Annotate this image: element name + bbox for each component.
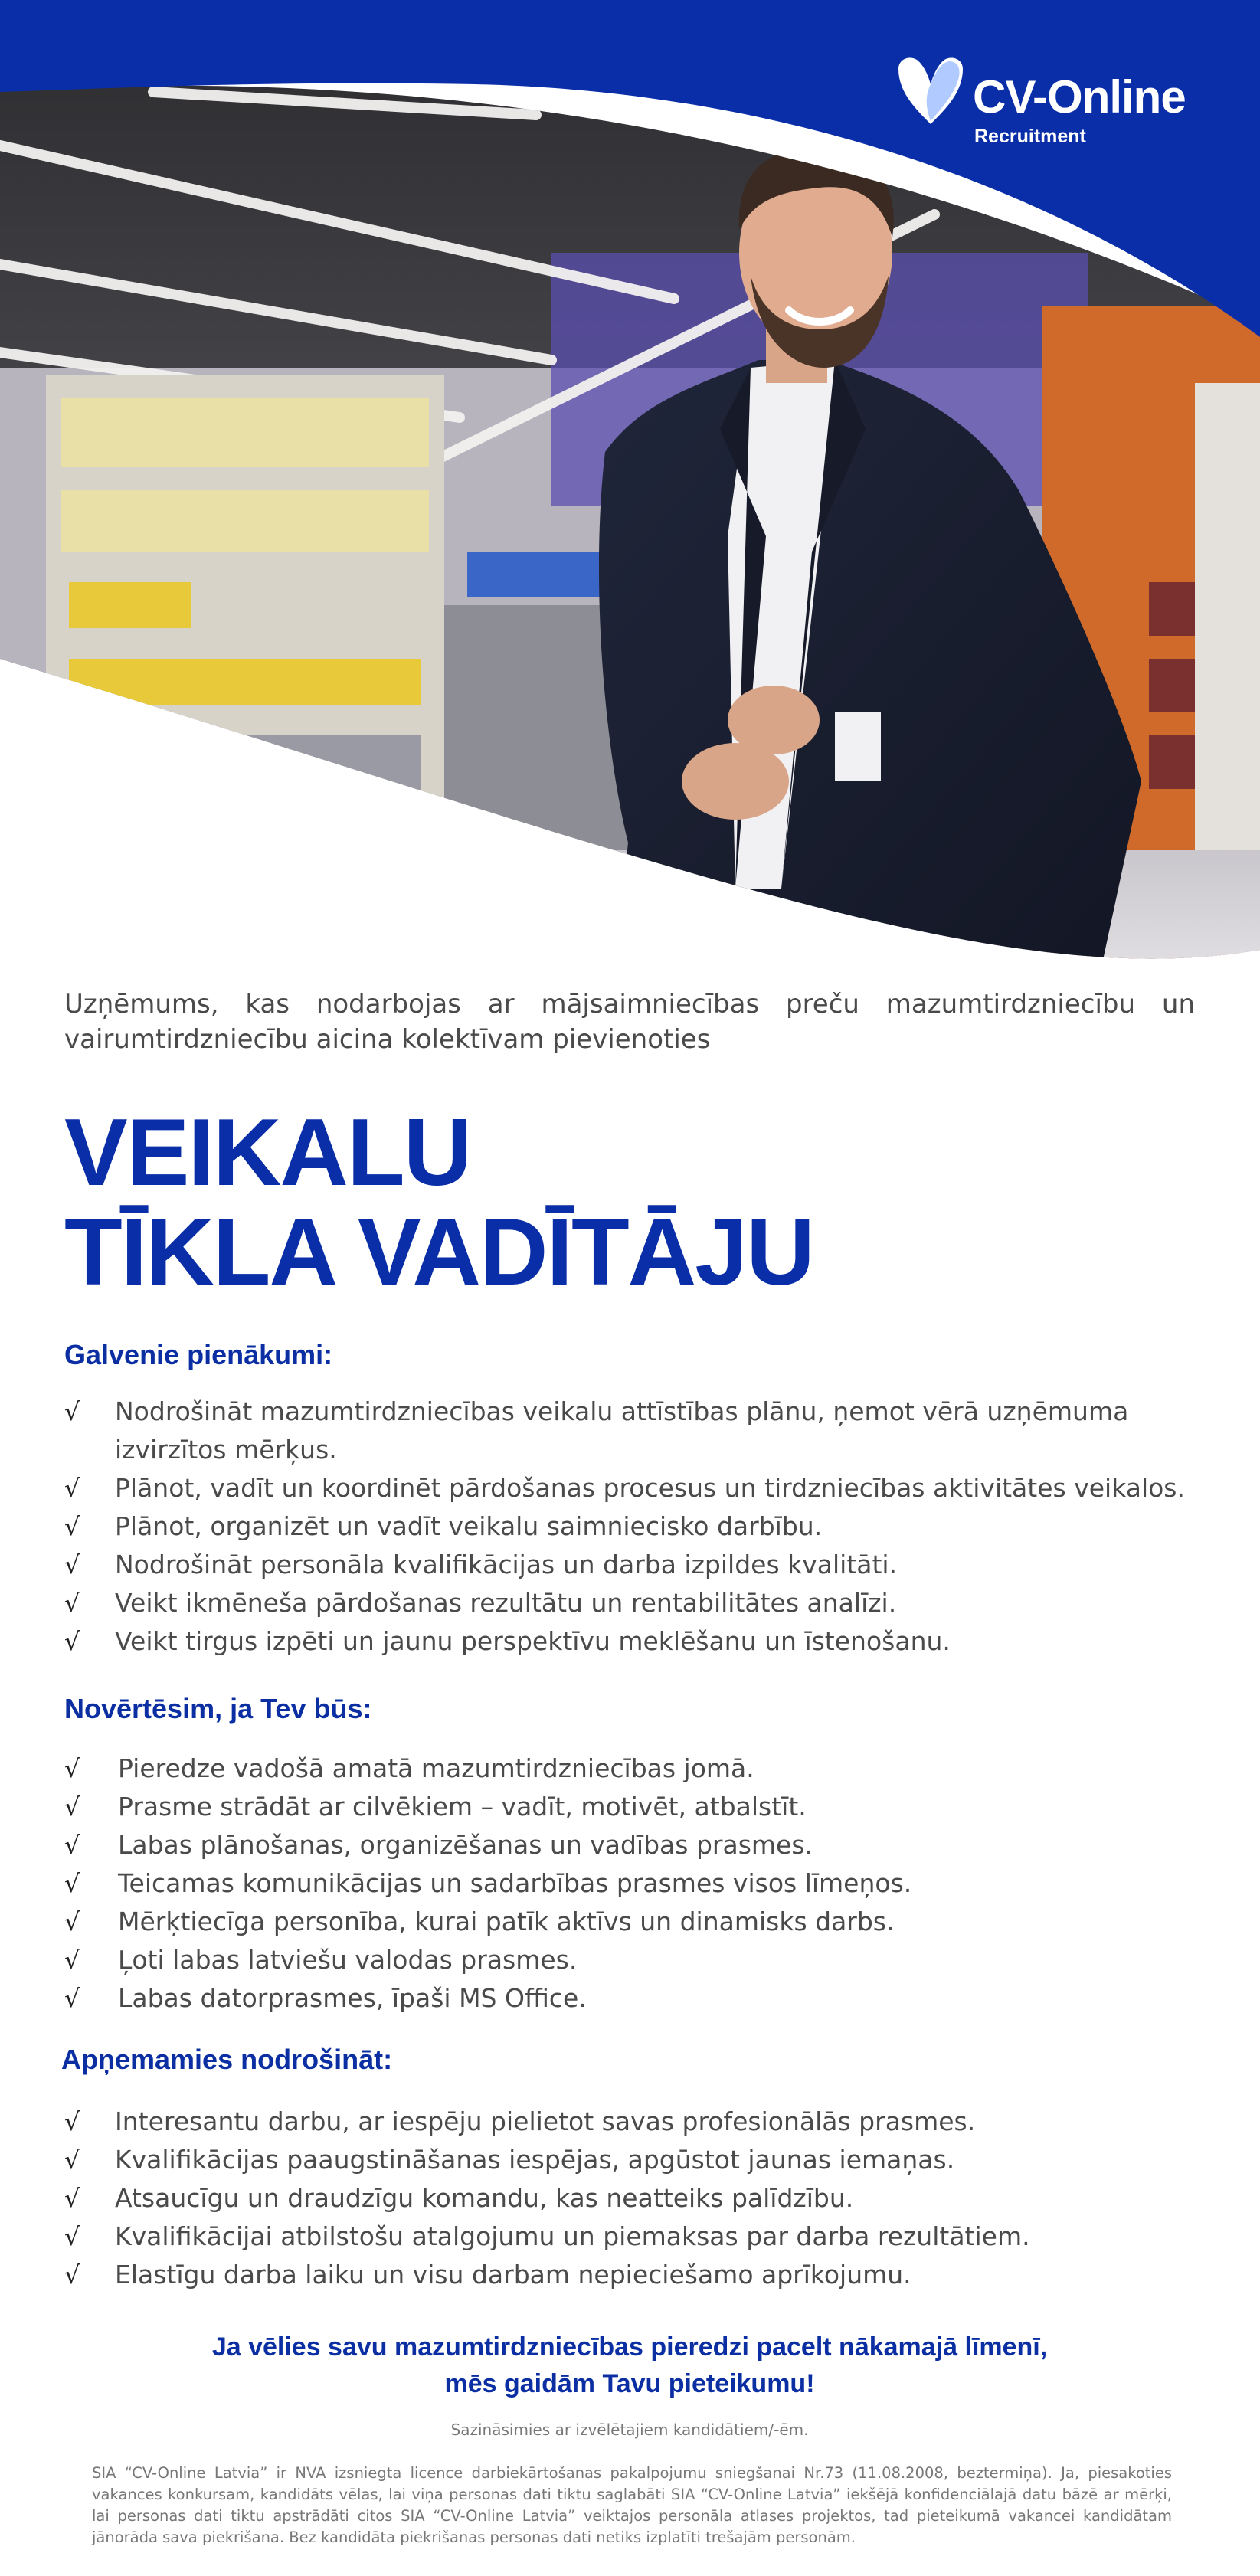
check-icon: √ bbox=[64, 2222, 80, 2251]
list-item: √ Ļoti labas latviešu valodas prasmes. bbox=[64, 1941, 1195, 1979]
check-icon: √ bbox=[64, 1792, 80, 1822]
brand-name: CV-Online bbox=[973, 71, 1186, 123]
title-line-2: TĪKLA VADĪTĀJU bbox=[64, 1200, 813, 1305]
contact-note: Sazināsimies ar izvēlētajiem kandidātiem/-ēm. bbox=[450, 2421, 809, 2439]
list-item: √ Kvalifikācijai atbilstošu atalgojumu un piemaksas par darba rezultātiem. bbox=[64, 2218, 1195, 2256]
list-item: √ Plānot, organizēt un vadīt veikalu saimniecisko darbību. bbox=[64, 1507, 1195, 1546]
list-item: √ Nodrošināt mazumtirdzniecības veikalu attīstības plānu, ņemot vērā uzņēmuma izvirzītos mērķus. bbox=[64, 1393, 1195, 1469]
list-item: √ Elastīgu darba laiku un visu darbam nepieciešamo aprīkojumu. bbox=[64, 2256, 1195, 2294]
check-icon: √ bbox=[64, 1550, 80, 1579]
check-icon: √ bbox=[64, 1754, 80, 1783]
duties-heading: Galvenie pienākumi: bbox=[64, 1339, 333, 1370]
check-icon: √ bbox=[64, 1869, 80, 1898]
list-item: √ Nodrošināt personāla kvalifikācijas un darba izpildes kvalitāti. bbox=[64, 1546, 1195, 1584]
check-icon: √ bbox=[64, 2146, 80, 2175]
job-title bbox=[64, 1100, 1195, 1305]
list-item: √ Veikt tirgus izpēti un jaunu perspektīvu meklēšanu un īstenošanu. bbox=[64, 1622, 1195, 1661]
check-icon: √ bbox=[64, 1946, 80, 1975]
check-icon: √ bbox=[64, 2107, 80, 2136]
cta-line-1: Ja vēlies savu mazumtirdzniecības pieredzi pacelt nākamajā līmenī, bbox=[211, 2332, 1048, 2362]
list-item: √ Mērķtiecīga personība, kurai patīk aktīvs un dinamisks darbs. bbox=[64, 1903, 1195, 1941]
title-line-1: VEIKALU bbox=[64, 1100, 471, 1206]
offer-list bbox=[64, 2103, 1195, 2294]
heart-logo-icon bbox=[892, 55, 969, 132]
list-item: √ Plānot, vadīt un koordinēt pārdošanas procesus un tirdzniecības aktivitātes veikalos. bbox=[64, 1469, 1195, 1507]
call-to-action bbox=[64, 2329, 1195, 2402]
list-item: √ Kvalifikācijas paaugstināšanas iespējas, apgūstot jaunas iemaņas. bbox=[64, 2141, 1195, 2179]
list-item: √ Pieredze vadošā amatā mazumtirdzniecības jomā. bbox=[64, 1750, 1195, 1788]
list-item: √ Teicamas komunikācijas un sadarbības prasmes visos līmeņos. bbox=[64, 1864, 1195, 1903]
check-icon: √ bbox=[64, 1512, 80, 1541]
brand-subtitle: Recruitment bbox=[974, 126, 1086, 147]
company-intro: Uzņēmums, kas nodarbojas ar mājsaimniecības preču mazumtirdzniecību un vairumtirdzniecību aicina kolektīvam pievienoties bbox=[64, 989, 1195, 1055]
check-icon: √ bbox=[64, 2184, 80, 2213]
legal-disclaimer: SIA “CV-Online Latvia” ir NVA izsniegta licence darbiekārtošanas pakalpojumu sniegšanai Nr.73 (11.08.2008, beztermiņa). Ja, piesakoties vakances konkursam, kandidāts vēlas, lai viņa personas dati tiktu saglabāti SIA “CV-Online Latvia” iekšējā konfidenciālajā datu bāzē ar mērķi, lai personas dati tiktu apstrādāti citos SIA “CV-Online Latvia” veiktajos personāla atlases projektos, tad pieteikumā vakancei kandidātam jānorāda sava piekrišana. Bez kandidāta piekrišanas personas dati netiks izplatīti trešajām personām. bbox=[92, 2464, 1172, 2546]
cv-online-logo[interactable] bbox=[892, 55, 1214, 155]
list-item: √ Prasme strādāt ar cilvēkiem – vadīt, motivēt, atbalstīt. bbox=[64, 1788, 1195, 1826]
list-item: √ Atsaucīgu un draudzīgu komandu, kas neatteiks palīdzību. bbox=[64, 2179, 1195, 2218]
check-icon: √ bbox=[64, 1627, 80, 1656]
check-icon: √ bbox=[64, 2260, 80, 2290]
check-icon: √ bbox=[64, 1474, 80, 1503]
list-item: √ Labas plānošanas, organizēšanas un vadības prasmes. bbox=[64, 1826, 1195, 1864]
check-icon: √ bbox=[64, 1397, 80, 1426]
list-item: √ Interesantu darbu, ar iespēju pielietot savas profesionālās prasmes. bbox=[64, 2103, 1195, 2141]
check-icon: √ bbox=[64, 1831, 80, 1860]
duties-list bbox=[64, 1393, 1195, 1661]
cta-line-2: mēs gaidām Tavu pieteikumu! bbox=[444, 2369, 815, 2398]
list-item: √ Labas datorprasmes, īpaši MS Office. bbox=[64, 1979, 1195, 2018]
list-item: √ Veikt ikmēneša pārdošanas rezultātu un rentabilitātes analīzi. bbox=[64, 1584, 1195, 1622]
check-icon: √ bbox=[64, 1984, 80, 2013]
requirements-heading: Novērtēsim, ja Tev būs: bbox=[64, 1693, 372, 1724]
check-icon: √ bbox=[64, 1907, 80, 1936]
check-icon: √ bbox=[64, 1589, 80, 1618]
offer-heading: Apņemamies nodrošināt: bbox=[61, 2044, 393, 2075]
requirements-list bbox=[64, 1750, 1195, 2018]
